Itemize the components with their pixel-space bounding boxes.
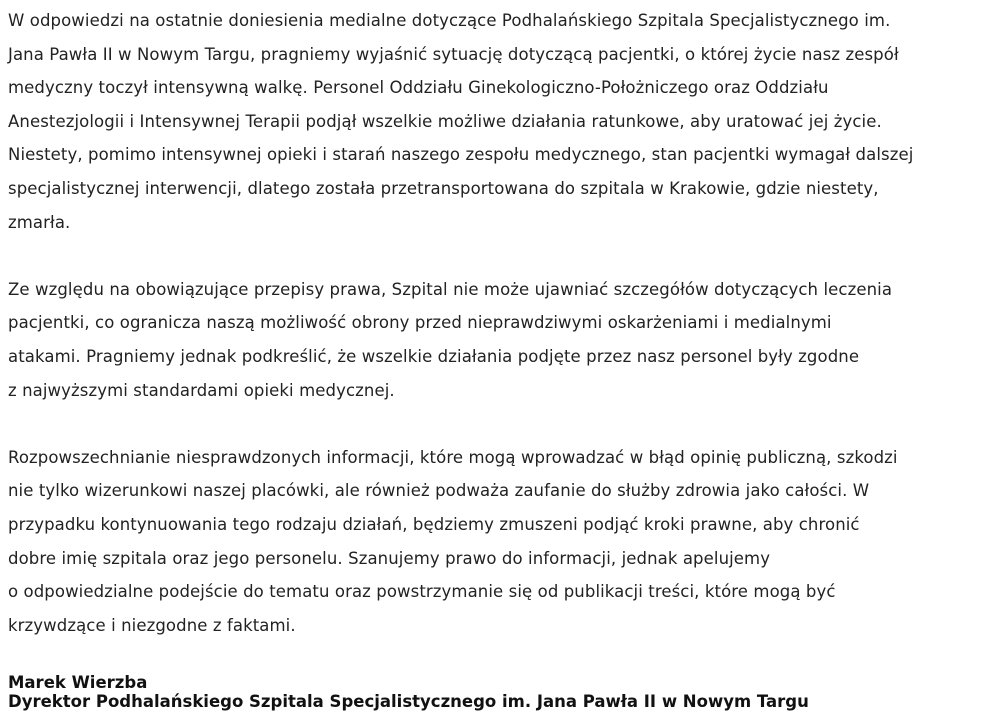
text-line: zmarła. xyxy=(8,212,71,232)
text-line: medyczny toczył intensywną walkę. Personel Oddziału Ginekologiczno-Położniczego oraz Oddziału xyxy=(8,78,829,98)
text-line: nie tylko wizerunkowi naszej placówki, ale również podważa zaufanie do służby zdrowia jako całości. W xyxy=(8,481,870,501)
text-line: Ze względu na obowiązujące przepisy prawa, Szpital nie może ujawniać szczegółów dotyczących leczenia xyxy=(8,279,893,299)
text-line: przypadku kontynuowania tego rodzaju działań, będziemy zmuszeni podjąć kroki prawne, aby chronić xyxy=(8,514,860,534)
text-line: Jana Pawła II w Nowym Targu, pragniemy wyjaśnić sytuację dotyczącą pacjentki, o której życie nasz zespół xyxy=(8,44,899,64)
text-line: z najwyższymi standardami opieki medycznej. xyxy=(8,380,395,400)
text-line: dobre imię szpitala oraz jego personelu. Szanujemy prawo do informacji, jednak apelujemy xyxy=(8,548,771,568)
text-line: Niestety, pomimo intensywnej opieki i starań naszego zespołu medycznego, stan pacjentki wymagał dalszej xyxy=(8,145,914,165)
paragraph-2 xyxy=(8,273,980,407)
statement-body xyxy=(8,4,980,642)
paragraph-3 xyxy=(8,441,980,643)
signature-block xyxy=(8,673,809,711)
text-line: Rozpowszechnianie niesprawdzonych informacji, które mogą wprowadzać w błąd opinię publiczną, szkodzi xyxy=(8,447,898,467)
signatory-title: Dyrektor Podhalańskiego Szpitala Specjalistycznego im. Jana Pawła II w Nowym Targu xyxy=(8,692,809,711)
paragraph-gap xyxy=(8,407,980,441)
text-line: pacjentki, co ogranicza naszą możliwość obrony przed nieprawdziwymi oskarżeniami i medialnymi xyxy=(8,313,832,333)
text-line: W odpowiedzi na ostatnie doniesienia medialne dotyczące Podhalańskiego Szpitala Specjalistycznego im. xyxy=(8,11,891,30)
text-line: specjalistycznej interwencji, dlatego została przetransportowana do szpitala w Krakowie, gdzie niestety, xyxy=(8,178,879,198)
paragraph-1 xyxy=(8,4,980,239)
signatory-name: Marek Wierzba xyxy=(8,673,148,692)
text-line: krzywdzące i niezgodne z faktami. xyxy=(8,615,296,635)
text-line: o odpowiedzialne podejście do tematu oraz powstrzymanie się od publikacji treści, które mogą być xyxy=(8,582,836,602)
paragraph-gap xyxy=(8,239,980,273)
text-line: atakami. Pragniemy jednak podkreślić, że wszelkie działania podjęte przez nasz personel były zgodne xyxy=(8,346,860,366)
text-line: Anestezjologii i Intensywnej Terapii podjął wszelkie możliwe działania ratunkowe, aby uratować jej życie. xyxy=(8,111,882,131)
